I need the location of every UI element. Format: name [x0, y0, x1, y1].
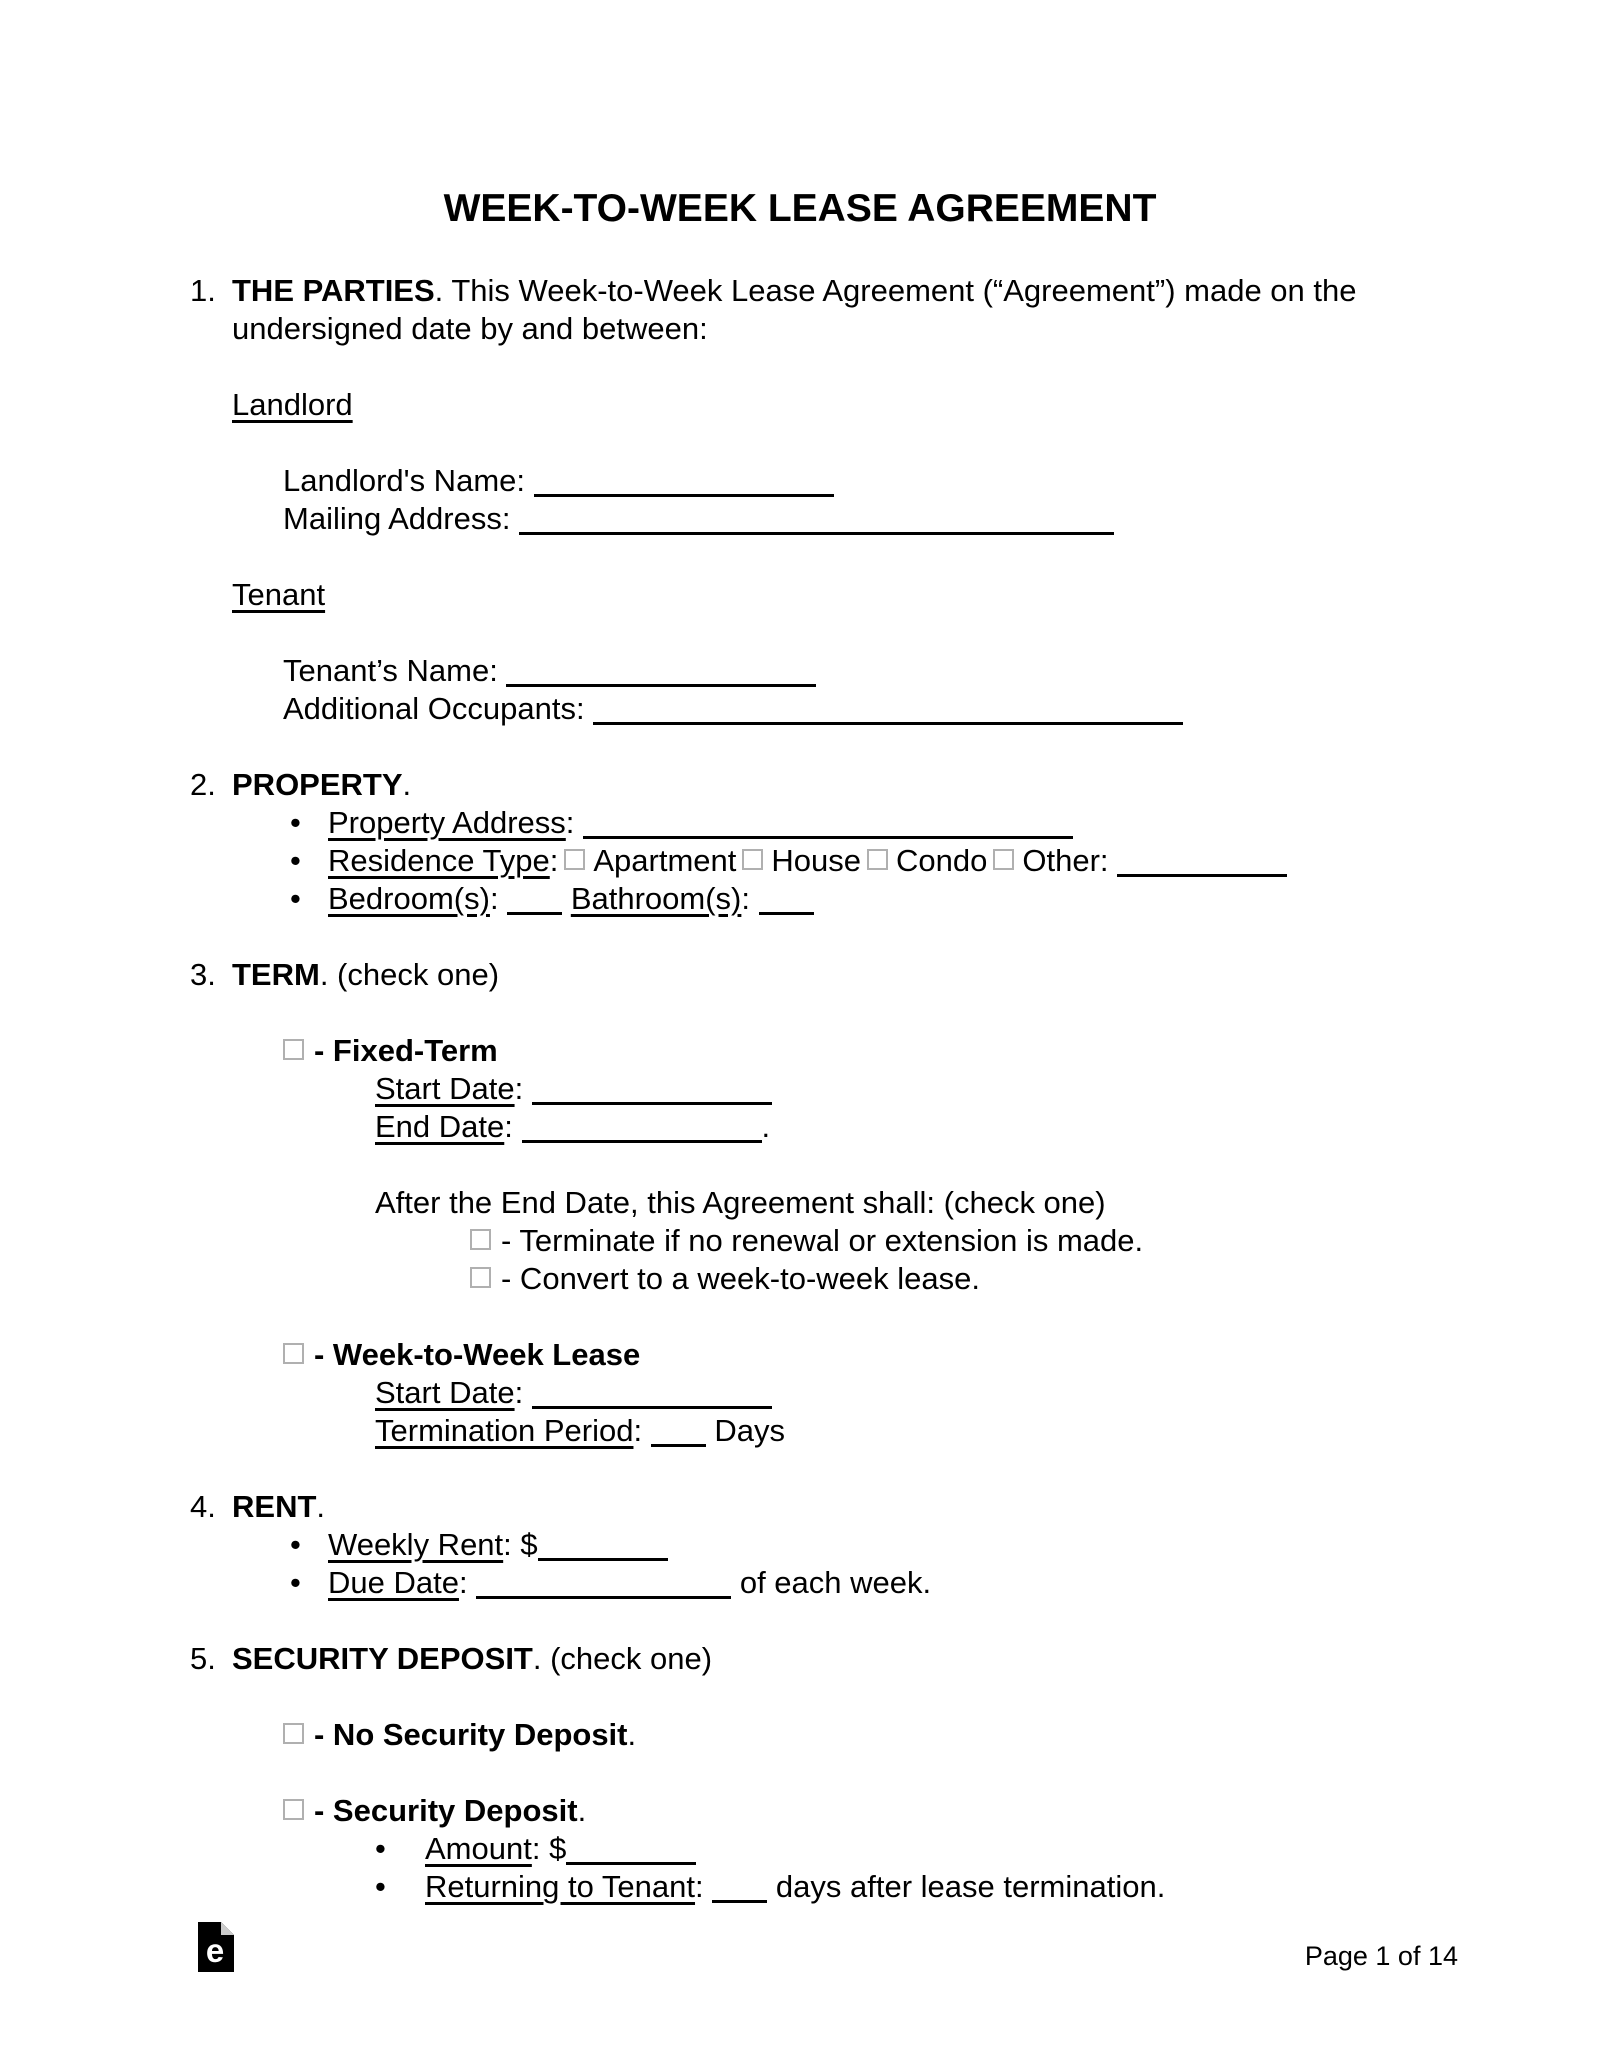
bedrooms-label: Bedroom(s)	[328, 881, 490, 916]
additional-occupants-line	[283, 690, 1410, 728]
other-residence-blank[interactable]	[1117, 874, 1287, 877]
deposit-heading-suffix: . (check one)	[532, 1641, 713, 1676]
fixed-term-label: - Fixed-Term	[314, 1033, 498, 1068]
due-date-item: • Due Date: of each week.	[290, 1564, 1410, 1602]
landlord-subheading: Landlord	[232, 387, 353, 422]
fixed-end-date-blank[interactable]	[522, 1140, 762, 1143]
deposit-option: - Security Deposit.	[283, 1792, 1410, 1830]
returning-item: • Returning to Tenant: days after lease termination.	[375, 1868, 1410, 1906]
bullet-icon	[290, 1526, 328, 1564]
property-heading: PROPERTY	[232, 767, 403, 802]
section-number-2: 2.	[190, 767, 216, 802]
property-address-item: • Property Address:	[290, 804, 1410, 842]
convert-option	[470, 1260, 1410, 1298]
fixed-start-date-blank[interactable]	[532, 1102, 772, 1105]
due-date-label: Due Date	[328, 1565, 459, 1600]
termination-period-label: Termination Period	[375, 1413, 634, 1448]
weekly-rent-blank[interactable]	[538, 1558, 668, 1561]
bullet-icon	[375, 1830, 425, 1868]
tenant-name-blank[interactable]	[506, 684, 816, 687]
section-number-3: 3.	[190, 957, 216, 992]
residence-type-item: • Residence Type: Apartment House Condo Other:	[290, 842, 1410, 880]
days-suffix: Days	[714, 1413, 785, 1448]
property-heading-line: PROPERTY.	[232, 767, 412, 802]
deposit-heading-line	[232, 1640, 1410, 1678]
deposit-heading: SECURITY DEPOSIT	[232, 1641, 533, 1676]
section-security-deposit	[190, 1640, 1410, 1906]
section-the-parties	[190, 272, 1410, 728]
condo-checkbox[interactable]	[867, 849, 888, 870]
bathrooms-label: Bathroom(s)	[570, 881, 742, 916]
no-deposit-label: - No Security Deposit	[314, 1717, 628, 1752]
mailing-address-blank[interactable]	[519, 532, 1114, 535]
document-title: WEEK-TO-WEEK LEASE AGREEMENT	[443, 187, 1157, 230]
deposit-label: - Security Deposit	[314, 1793, 578, 1828]
parties-intro	[232, 272, 1410, 348]
house-option-label: House	[771, 843, 861, 878]
due-date-blank[interactable]	[476, 1596, 731, 1599]
eforms-logo-icon	[198, 1922, 234, 1981]
landlord-name-blank[interactable]	[534, 494, 834, 497]
deposit-amount-blank[interactable]	[566, 1862, 696, 1865]
landlord-name-line	[283, 462, 1410, 500]
bullet-icon	[375, 1868, 425, 1906]
section-number-5: 5.	[190, 1641, 216, 1676]
tenant-name-label: Tenant’s Name:	[283, 653, 498, 688]
fixed-end-date-label: End Date	[375, 1109, 505, 1144]
bathrooms-blank[interactable]	[759, 912, 814, 915]
section-property	[190, 766, 1410, 918]
terminate-option-label: - Terminate if no renewal or extension is made.	[501, 1223, 1144, 1258]
weekly-start-date-blank[interactable]	[532, 1406, 772, 1409]
mailing-address-line	[283, 500, 1410, 538]
mailing-address-label: Mailing Address:	[283, 501, 511, 536]
fixed-start-date-line: Start Date:	[375, 1070, 1410, 1108]
weekly-start-date-line: Start Date:	[375, 1374, 1410, 1412]
fixed-start-date-label: Start Date	[375, 1071, 515, 1106]
tenant-subheading: Tenant	[232, 577, 326, 612]
condo-option-label: Condo	[896, 843, 988, 878]
returning-days-blank[interactable]	[712, 1900, 767, 1903]
other-option-label: Other:	[1022, 843, 1109, 878]
section-number-4: 4.	[190, 1489, 216, 1524]
eforms-logo-letter: e	[205, 1932, 225, 1969]
additional-occupants-blank[interactable]	[593, 722, 1183, 725]
bullet-icon	[290, 842, 328, 880]
rent-heading: RENT	[232, 1489, 317, 1524]
rent-heading-line: RENT.	[232, 1489, 326, 1524]
no-deposit-checkbox[interactable]	[283, 1723, 304, 1744]
weekly-start-date-label: Start Date	[375, 1375, 515, 1410]
additional-occupants-label: Additional Occupants:	[283, 691, 585, 726]
term-heading-line	[232, 956, 1410, 994]
terminate-checkbox[interactable]	[470, 1229, 491, 1250]
deposit-checkbox[interactable]	[283, 1799, 304, 1820]
no-deposit-option: - No Security Deposit.	[283, 1716, 1410, 1754]
week-to-week-option	[283, 1336, 1410, 1374]
terminate-option	[470, 1222, 1410, 1260]
property-address-label: Property Address	[328, 805, 566, 840]
fixed-term-checkbox[interactable]	[283, 1039, 304, 1060]
apartment-option-label: Apartment	[593, 843, 737, 878]
apartment-checkbox[interactable]	[564, 849, 585, 870]
parties-body: . This Week-to-Week Lease Agreement (“Agreement”) made on the undersigned date by and between:	[232, 273, 1357, 346]
residence-type-label: Residence Type	[328, 843, 550, 878]
bedrooms-bathrooms-item: • Bedroom(s): Bathroom(s):	[290, 880, 1410, 918]
parties-heading: THE PARTIES	[232, 273, 435, 308]
returning-label: Returning to Tenant	[425, 1869, 696, 1904]
deposit-amount-item: • Amount: $	[375, 1830, 1410, 1868]
convert-checkbox[interactable]	[470, 1267, 491, 1288]
weekly-rent-label: Weekly Rent	[328, 1527, 504, 1562]
due-date-suffix: of each week.	[739, 1565, 932, 1600]
term-heading: TERM	[232, 957, 320, 992]
section-number-1: 1.	[190, 273, 216, 308]
property-address-blank[interactable]	[583, 836, 1073, 839]
week-to-week-label: - Week-to-Week Lease	[314, 1337, 641, 1372]
page-number: Page 1 of 14	[1304, 1941, 1458, 1971]
bedrooms-blank[interactable]	[507, 912, 562, 915]
deposit-amount-label: Amount	[425, 1831, 532, 1866]
section-rent	[190, 1488, 1410, 1602]
termination-period-blank[interactable]	[651, 1444, 706, 1447]
weekly-rent-item: • Weekly Rent: $	[290, 1526, 1410, 1564]
fixed-end-date-line: End Date: .	[375, 1109, 771, 1144]
week-to-week-checkbox[interactable]	[283, 1343, 304, 1364]
bullet-icon	[290, 1564, 328, 1602]
fixed-term-option	[283, 1032, 1410, 1070]
convert-option-label: - Convert to a week-to-week lease.	[501, 1261, 980, 1296]
other-checkbox[interactable]	[993, 849, 1014, 870]
after-end-date-text: After the End Date, this Agreement shall: (check one)	[375, 1185, 1106, 1220]
termination-period-line: Termination Period: Days	[375, 1413, 785, 1448]
house-checkbox[interactable]	[742, 849, 763, 870]
bullet-icon	[290, 880, 328, 918]
bullet-icon	[290, 804, 328, 842]
tenant-name-line	[283, 652, 1410, 690]
returning-suffix: days after lease termination.	[775, 1869, 1166, 1904]
section-term	[190, 956, 1410, 1450]
term-heading-suffix: . (check one)	[319, 957, 500, 992]
landlord-name-label: Landlord's Name:	[283, 463, 525, 498]
